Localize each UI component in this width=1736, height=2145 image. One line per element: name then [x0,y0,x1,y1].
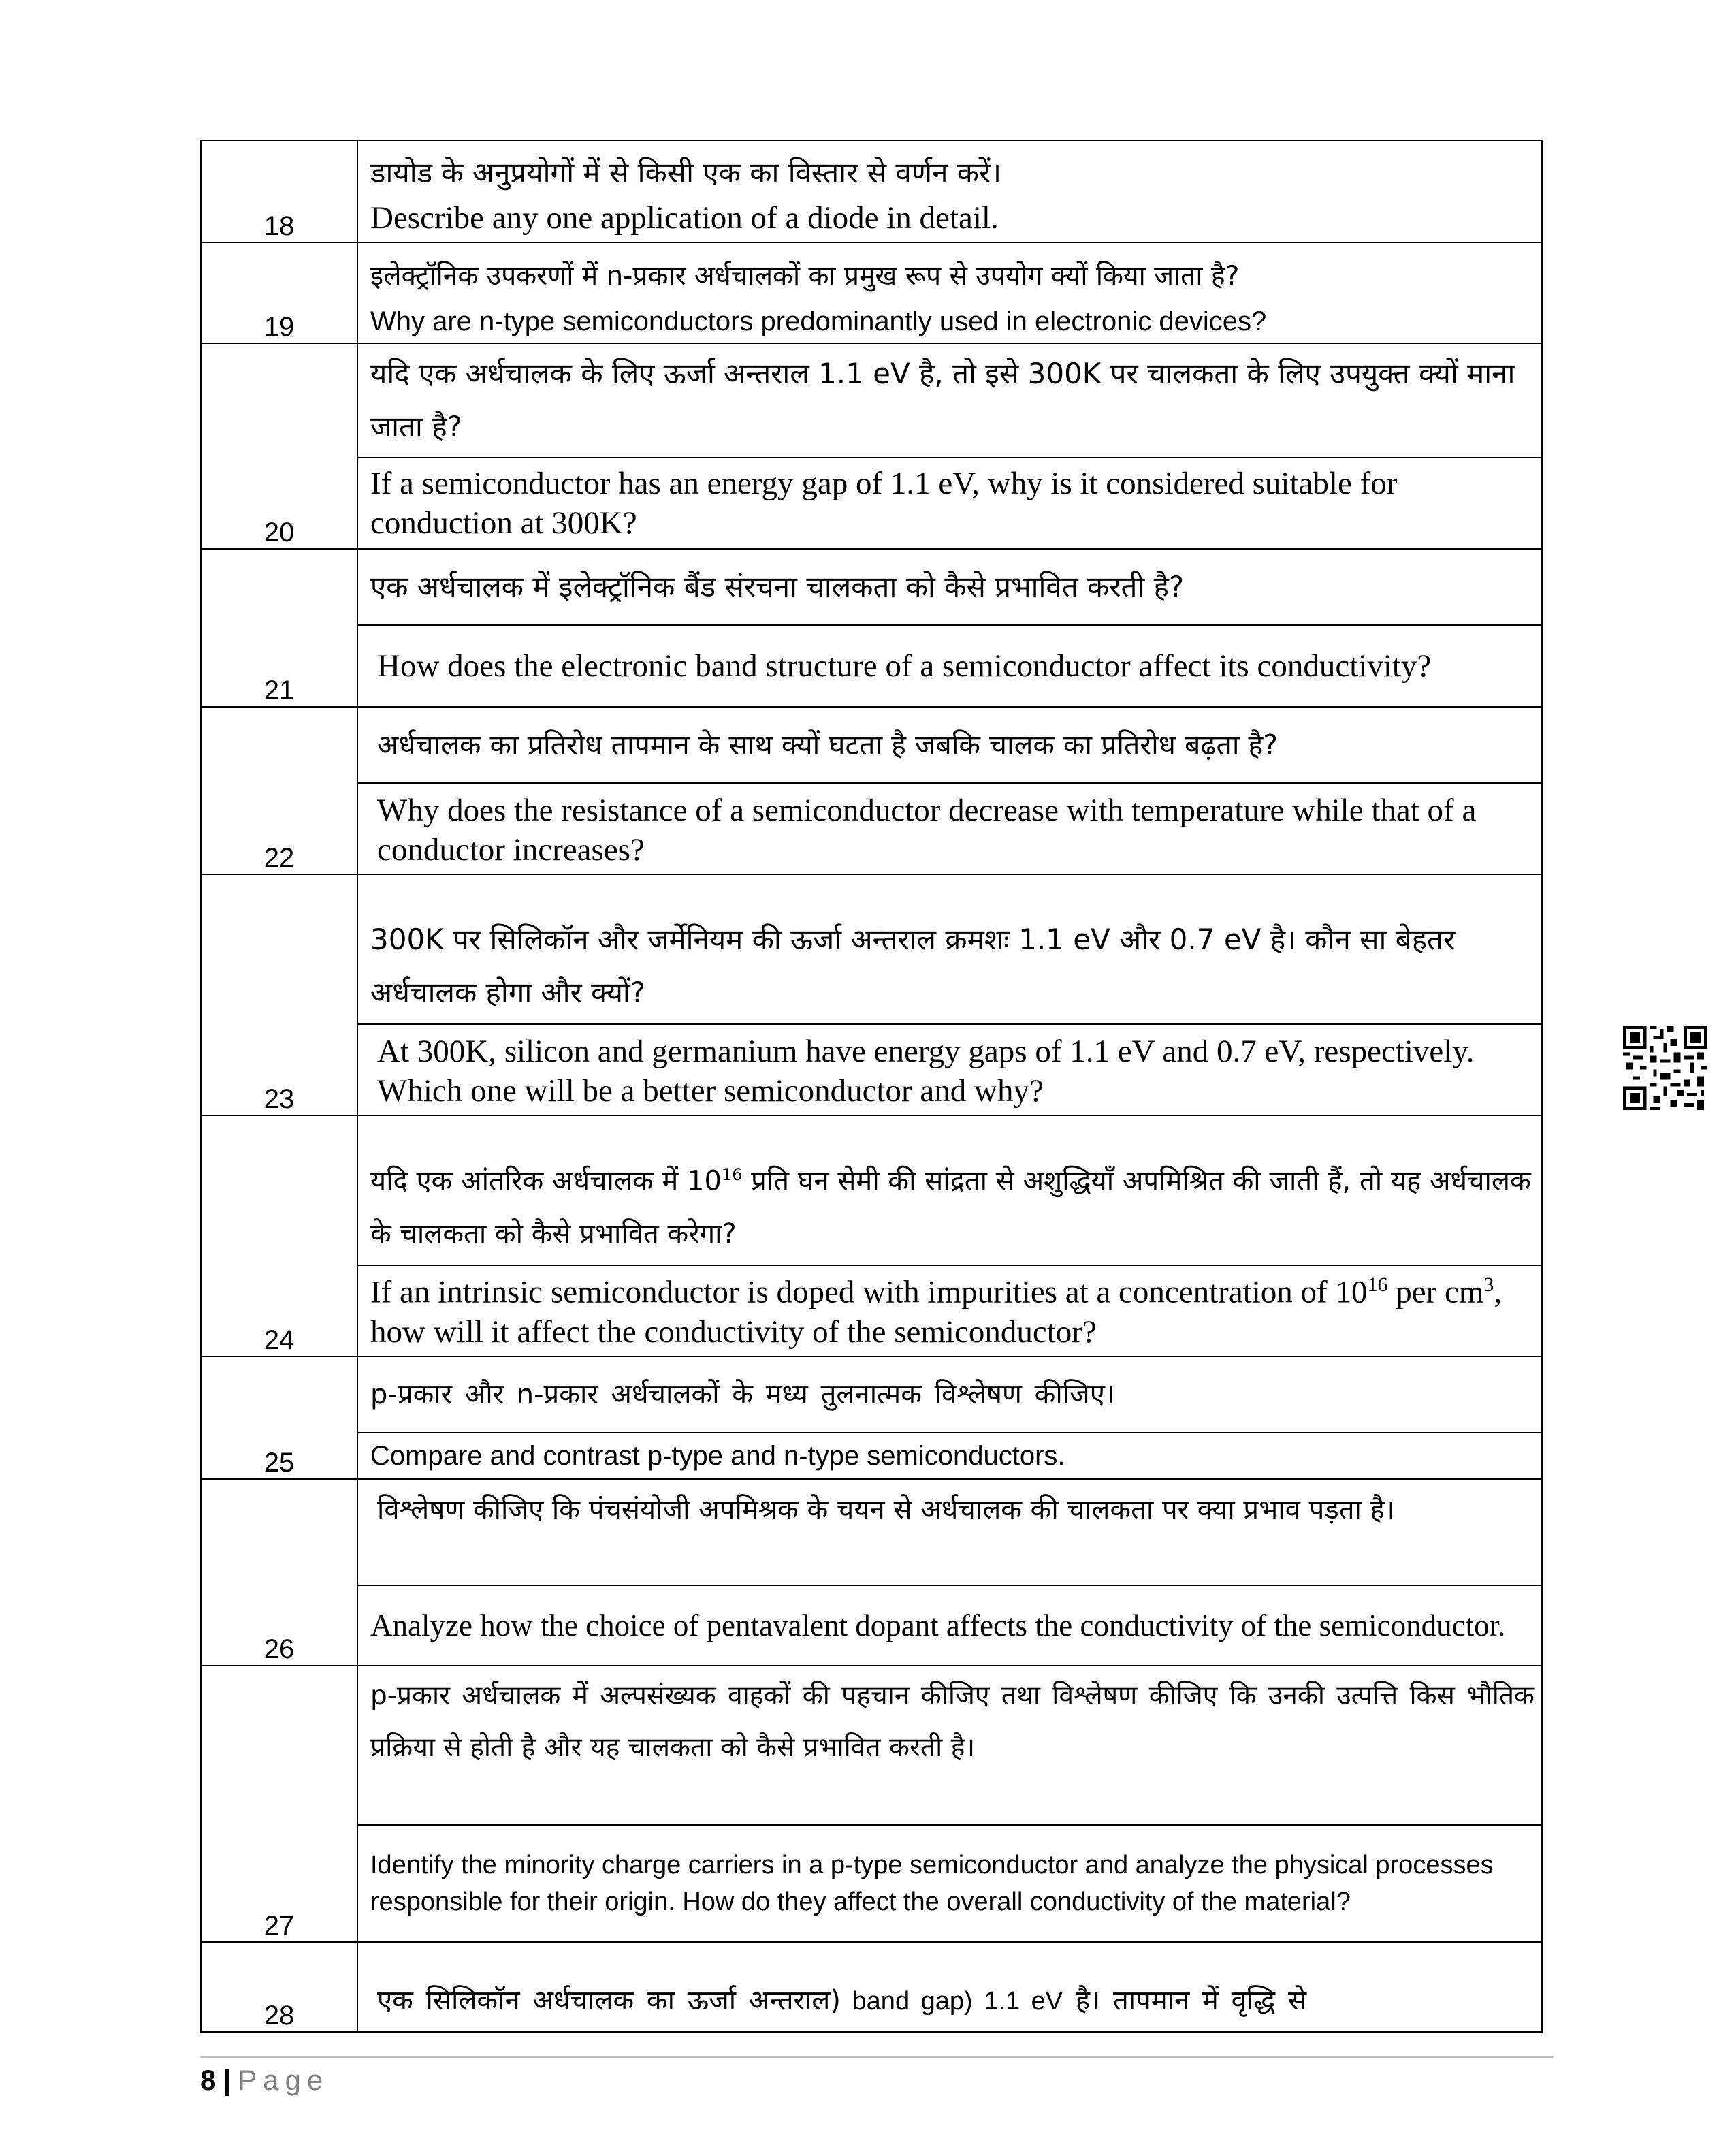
question-number: 20 [201,343,357,549]
question-hindi: एक अर्धचालक में इलेक्ट्रॉनिक बैंड संरचना चालकता को कैसे प्रभावित करती है? [370,570,1185,603]
question-hindi: डायोड के अनुप्रयोगों में से किसी एक का विस्तार से वर्णन करें। [370,156,1002,189]
question-row [201,140,1542,242]
question-number: 27 [201,1666,357,1942]
question-hindi: यदि एक आंतरिक अर्धचालक में $10^{16}$ प्रति घन सेमी की सांद्रता से अशुद्धियाँ अपमिश्रित की जाती हैं, तो यह अर्धचालक के चालकता को कैसे प्रभावित करेगा? [370,1164,1531,1250]
question-english: At 300K, silicon and germanium have energy gaps of 1.1 eV and 0.7 eV, respectively. Which one will be a better semiconductor and why? [377,1034,1475,1109]
question-row [201,343,1542,458]
question-english: If a semiconductor has an energy gap of 1.1 eV, why is it considered suitable for conduction at 300K? [370,466,1398,541]
question-english: Compare and contrast p-type and n-type semiconductors. [370,1441,1065,1471]
question-row [201,549,1542,625]
question-row [201,874,1542,1024]
question-hindi: एक सिलिकॉन अर्धचालक का ऊर्जा अन्तराल) band gap) 1.1 eV है। तापमान में वृद्धि से [377,1985,1306,2016]
question-hindi: p-प्रकार और n-प्रकार अर्धचालकों के मध्य तुलनात्मक विश्लेषण कीजिए। [370,1379,1116,1410]
question-row [201,1115,1542,1265]
question-number: 19 [201,242,357,343]
question-number: 23 [201,874,357,1115]
page-label: Page [238,2064,329,2096]
question-english: Analyze how the choice of pentavalent dopant affects the conductivity of the semiconductor. [370,1608,1506,1642]
question-row [201,1356,1542,1433]
question-row [201,1666,1542,1825]
question-number: 24 [201,1115,357,1356]
question-english: Identify the minority charge carriers in a p-type semiconductor and analyze the physical processes responsible for their origin. How do they affect the overall conductivity of the material? [370,1851,1494,1916]
page-footer [200,2063,329,2097]
question-row [201,242,1542,343]
footer-separator: | [223,2064,231,2096]
question-hindi: अर्धचालक का प्रतिरोध तापमान के साथ क्यों घटता है जबकि चालक का प्रतिरोध बढ़ता है? [377,729,1279,761]
question-number: 28 [201,1942,357,2032]
page-number: 8 [200,2064,216,2096]
question-hindi: 300K पर सिलिकॉन और जर्मेनियम की ऊर्जा अन्तराल क्रमशः 1.1 eV और 0.7 eV है। कौन सा बेहतर अर्धचालक होगा और क्यों? [370,923,1456,1009]
question-number: 18 [201,140,357,242]
question-hindi: यदि एक अर्धचालक के लिए ऊर्जा अन्तराल 1.1 eV है, तो इसे 300K पर चालकता के लिए उपयुक्त क्यों माना जाता है? [370,357,1515,443]
question-number: 21 [201,549,357,707]
question-hindi: p-प्रकार अर्धचालक में अल्पसंख्यक वाहकों की पहचान कीजिए तथा विश्लेषण कीजिए कि उनकी उत्पत्ति किस भौतिक प्रक्रिया से होती है और यह चालकता को कैसे प्रभावित करती है। [370,1681,1534,1763]
question-row [201,1479,1542,1585]
question-hindi: इलेक्ट्रॉनिक उपकरणों में n-प्रकार अर्धचालकों का प्रमुख रूप से उपयोग क्यों किया जाता है? [370,261,1240,291]
question-number: 22 [201,707,357,874]
questions-table [200,140,1543,2033]
question-number: 26 [201,1479,357,1666]
qr-code-icon [1623,1026,1707,1110]
question-row [201,1942,1542,2032]
question-number: 25 [201,1356,357,1479]
question-english: Describe any one application of a diode in detail. [370,200,999,236]
question-english: Why does the resistance of a semiconductor decrease with temperature while that of a conductor increases? [377,793,1477,868]
footer-divider [200,2056,1554,2058]
question-english: Why are n-type semiconductors predominantly used in electronic devices? [370,306,1267,336]
question-hindi: विश्लेषण कीजिए कि पंचसंयोजी अपमिश्रक के चयन से अर्धचालक की चालकता पर क्या प्रभाव पड़ता है। [377,1494,1396,1525]
question-english: If an intrinsic semiconductor is doped with impurities at a concentration of $10^{16}$ per $cm^3$, how will it affect the conductivity of the semiconductor? [370,1273,1502,1350]
question-english: How does the electronic band structure of a semiconductor affect its conductivity? [377,648,1432,684]
question-row [201,707,1542,783]
